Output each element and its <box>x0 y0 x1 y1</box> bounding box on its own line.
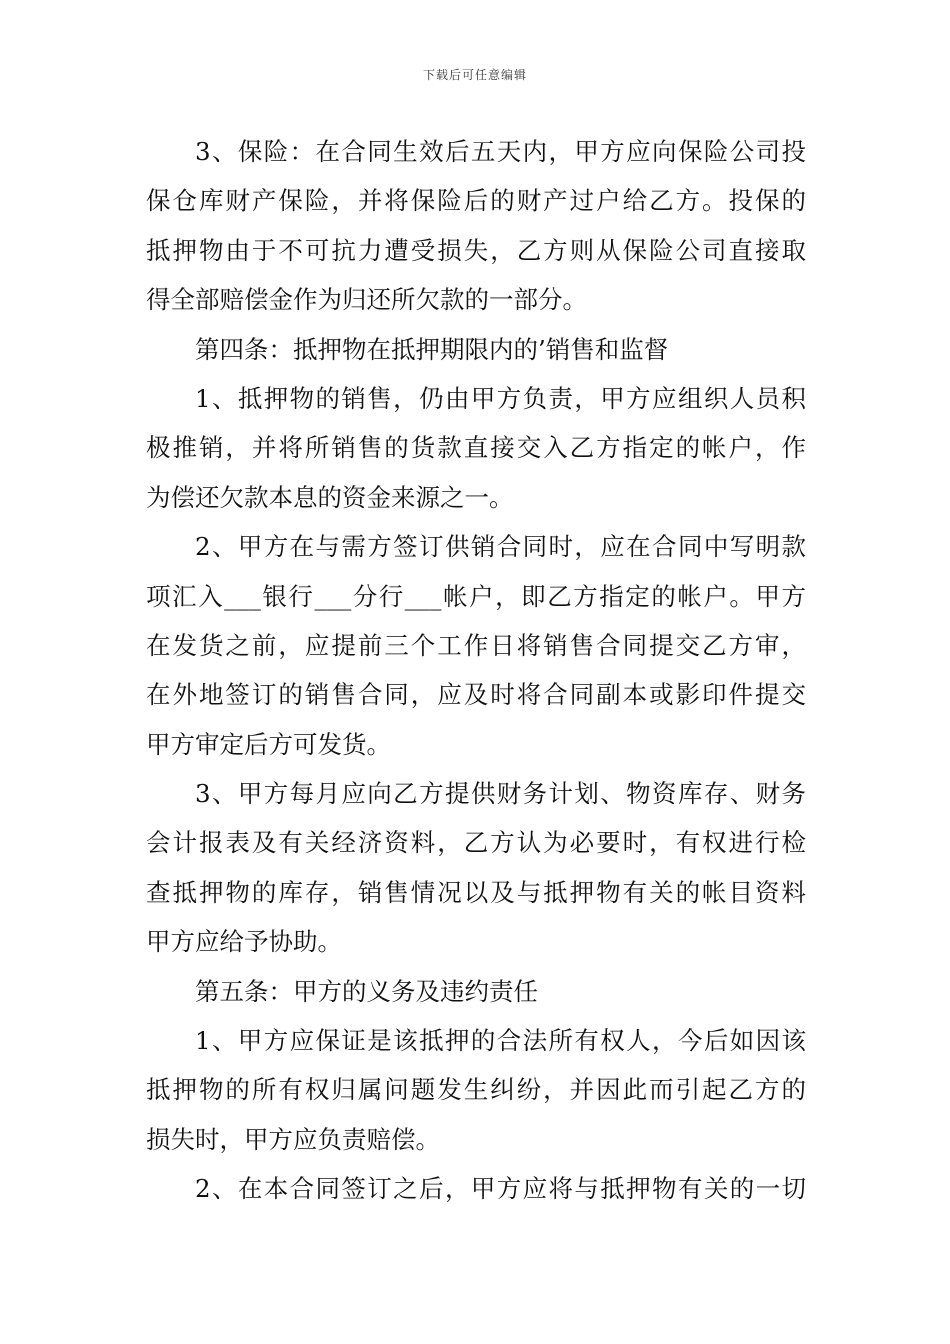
text-line: 1、甲方应保证是该抵押的合法所有权人，今后如因该 <box>195 1026 806 1056</box>
text-line: 在外地签订的销售合同，应及时将合同副本或影印件提交 <box>146 680 806 710</box>
text-line: 会计报表及有关经济资料，乙方认为必要时，有权进行检 <box>146 828 806 858</box>
text-line: 在发货之前，应提前三个工作日将销售合同提交乙方审， <box>146 630 806 660</box>
text-line: 损失时，甲方应负责赔偿。 <box>146 1124 440 1154</box>
text-line: 项汇入___银行___分行___帐户，即乙方指定的帐户。甲方 <box>146 581 806 611</box>
text-line: 为偿还欠款本息的资金来源之一。 <box>146 482 514 512</box>
text-line: 1、抵押物的销售，仍由甲方负责，甲方应组织人员积 <box>195 383 806 413</box>
text-line: 甲方审定后方可发货。 <box>146 729 391 759</box>
page-header: 下载后可任意编辑 <box>422 68 527 82</box>
text-line: 第五条：甲方的义务及违约责任 <box>195 976 538 1006</box>
text-line: 第四条：抵押物在抵押期限内的’销售和监督 <box>195 334 669 364</box>
text-line: 抵押物由于不可抗力遭受损失，乙方则从保险公司直接取 <box>146 235 806 265</box>
text-line: 3、保险：在合同生效后五天内，甲方应向保险公司投 <box>195 137 806 166</box>
text-line: 甲方应给予协助。 <box>146 927 342 957</box>
text-line: 2、在本合同签订之后，甲方应将与抵押物有关的一切 <box>195 1174 806 1204</box>
text-line: 得全部赔偿金作为归还所欠款的一部分。 <box>146 285 587 315</box>
text-line: 抵押物的所有权归属问题发生纠纷，并因此而引起乙方的 <box>146 1075 806 1105</box>
text-line: 极推销，并将所销售的货款直接交入乙方指定的帐户，作 <box>146 433 806 463</box>
text-line: 保仓库财产保险，并将保险后的财产过户给乙方。投保的 <box>146 186 806 216</box>
text-line: 2、甲方在与需方签订供销合同时，应在合同中写明款 <box>195 532 806 562</box>
text-line: 3、甲方每月应向乙方提供财务计划、物资库存、财务 <box>195 779 806 809</box>
document-body <box>146 127 806 1214</box>
text-line: 查抵押物的库存，销售情况以及与抵押物有关的帐目资料 <box>146 877 806 907</box>
